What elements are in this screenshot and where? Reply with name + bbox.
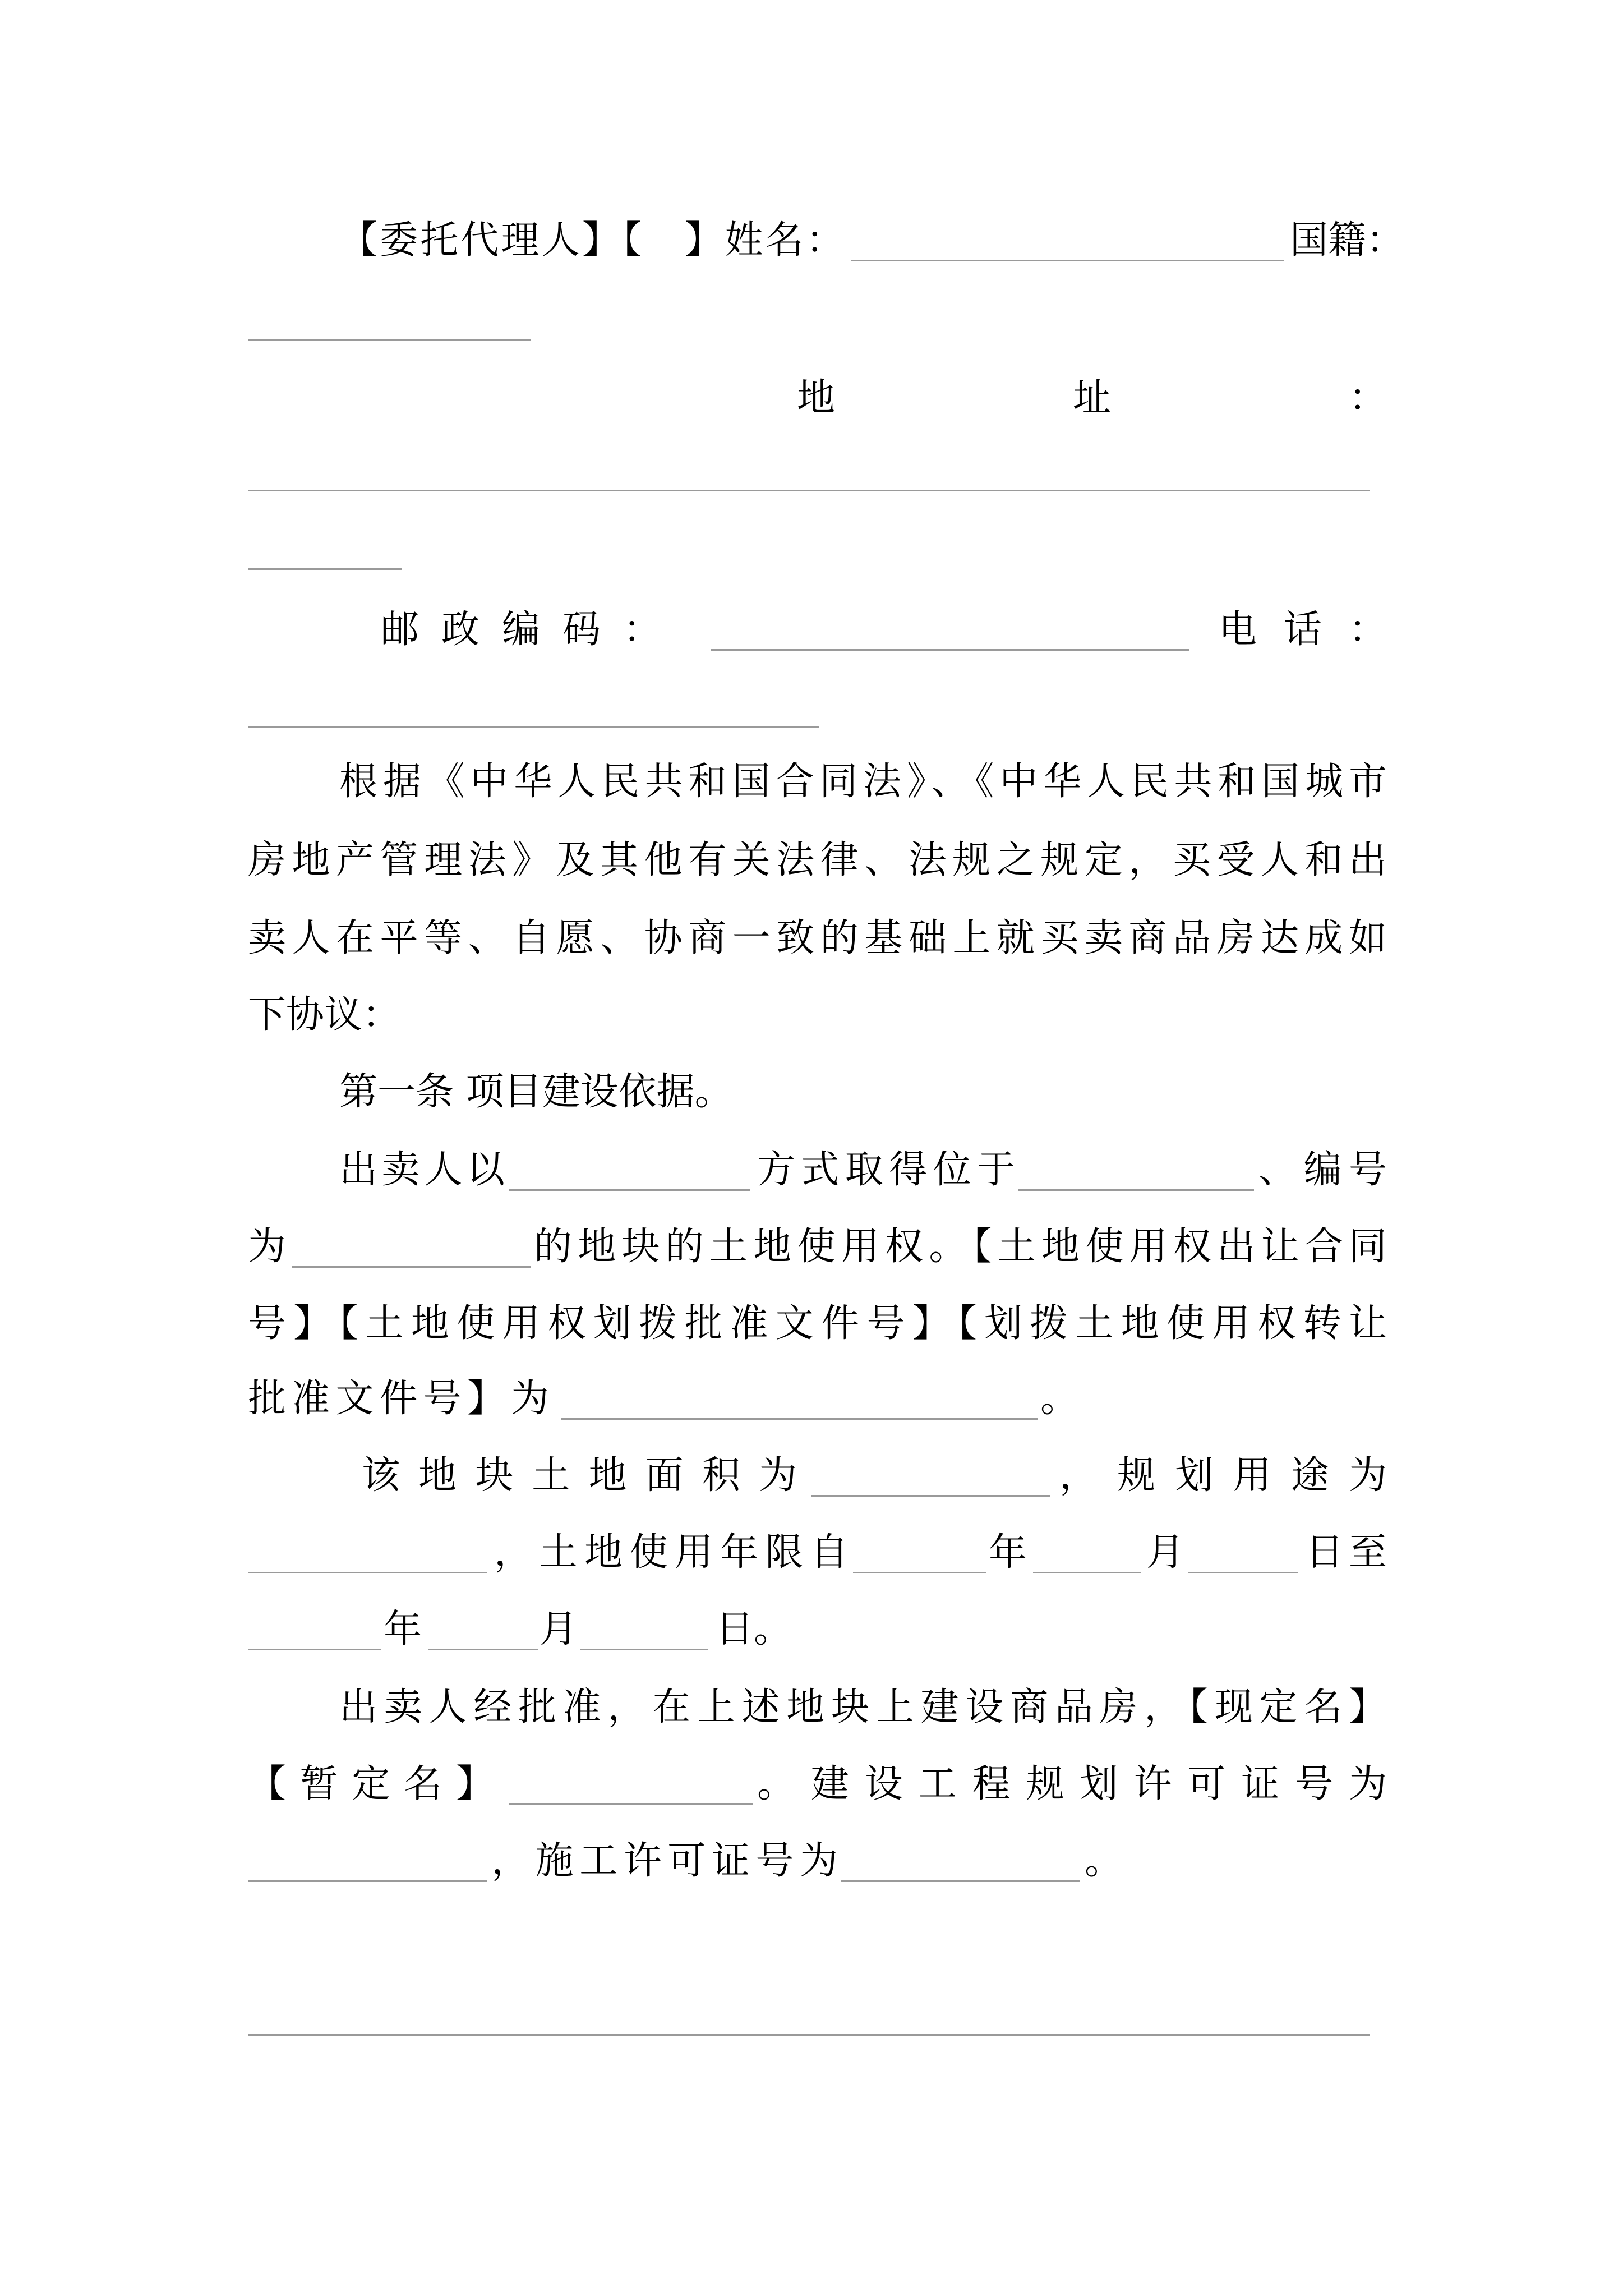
project-text: 。: [1085, 1839, 1123, 1883]
blank-field-project-name: [509, 1803, 753, 1805]
blank-field-phone: [248, 726, 819, 728]
blank-field-location: [1018, 1189, 1254, 1191]
project-text: 【暂定名】: [248, 1762, 494, 1806]
blank-field-planning-permit: [248, 1880, 487, 1882]
postal-code-label: 邮政编码：: [381, 608, 661, 652]
blank-field-address: [248, 490, 1370, 491]
project-text: 出卖人经批准，在上述地块上建设商品房，【现定名】: [339, 1685, 1387, 1729]
land-area-text: 年: [384, 1607, 422, 1651]
land-source-text: 。: [1040, 1377, 1079, 1421]
blank-field-start-year: [853, 1572, 986, 1573]
preamble-line: 卖人在平等、自愿、协商一致的基础上就买卖商品房达成如: [248, 916, 1387, 960]
nationality-label: 国籍：: [1290, 218, 1405, 263]
preamble-line: 房地产管理法》及其他有关法律、法规之规定，买受人和出: [248, 838, 1387, 882]
blank-field-start-day: [1188, 1572, 1298, 1573]
blank-field-agent-name: [851, 260, 1284, 261]
blank-field-parcel-number: [292, 1266, 531, 1268]
phone-label: 电话：: [1219, 608, 1387, 652]
blank-field-approval-number: [561, 1418, 1038, 1420]
blank-field-acquisition-method: [509, 1189, 750, 1191]
blank-field-end-year: [248, 1649, 381, 1650]
blank-field-land-area: [811, 1495, 1050, 1497]
agent-name-label: 【委托代理人】【 】姓名：: [339, 218, 844, 263]
blank-field-nationality: [248, 339, 531, 341]
land-area-text: 日。: [716, 1607, 792, 1651]
land-area-text: ，土地使用年限自: [494, 1530, 849, 1575]
footer-rule: [248, 2034, 1370, 2036]
land-source-text: 为: [248, 1225, 287, 1269]
land-source-text: 、编号: [1258, 1148, 1387, 1192]
land-area-text: 年: [989, 1530, 1027, 1575]
blank-field-address-cont: [248, 568, 402, 570]
blank-field-start-month: [1033, 1572, 1141, 1573]
land-source-text: 号】【土地使用权划拨批准文件号】【划拨土地使用权转让: [248, 1301, 1387, 1346]
land-source-text: 的地块的土地使用权。【土地使用权出让合同: [534, 1225, 1387, 1269]
land-area-text: 日至: [1306, 1530, 1387, 1575]
project-text: ，施工许可证号为: [491, 1839, 838, 1883]
land-area-text: 月: [1146, 1530, 1185, 1575]
article-1-heading: 第一条 项目建设依据。: [339, 1070, 733, 1114]
project-text: 。建设工程规划许可证号为: [757, 1762, 1387, 1806]
blank-field-construction-permit: [841, 1880, 1080, 1882]
land-area-text: 月: [540, 1607, 578, 1651]
preamble-line: 根据《中华人民共和国合同法》、《中华人民共和国城市: [339, 760, 1387, 804]
blank-field-postal-code: [711, 649, 1189, 651]
land-source-text: 方式取得位于: [757, 1148, 1015, 1192]
preamble-line: 下协议：: [248, 993, 401, 1037]
land-source-text: 批准文件号】为: [248, 1377, 549, 1421]
address-label: 地址：: [797, 376, 1387, 420]
land-area-text: 该地块土地面积为: [362, 1453, 797, 1498]
blank-field-end-month: [428, 1649, 538, 1650]
blank-field-end-day: [580, 1649, 708, 1650]
land-area-text: ，规划用途为: [1059, 1453, 1387, 1498]
land-source-text: 出卖人以: [339, 1148, 505, 1192]
blank-field-planned-use: [248, 1572, 487, 1573]
